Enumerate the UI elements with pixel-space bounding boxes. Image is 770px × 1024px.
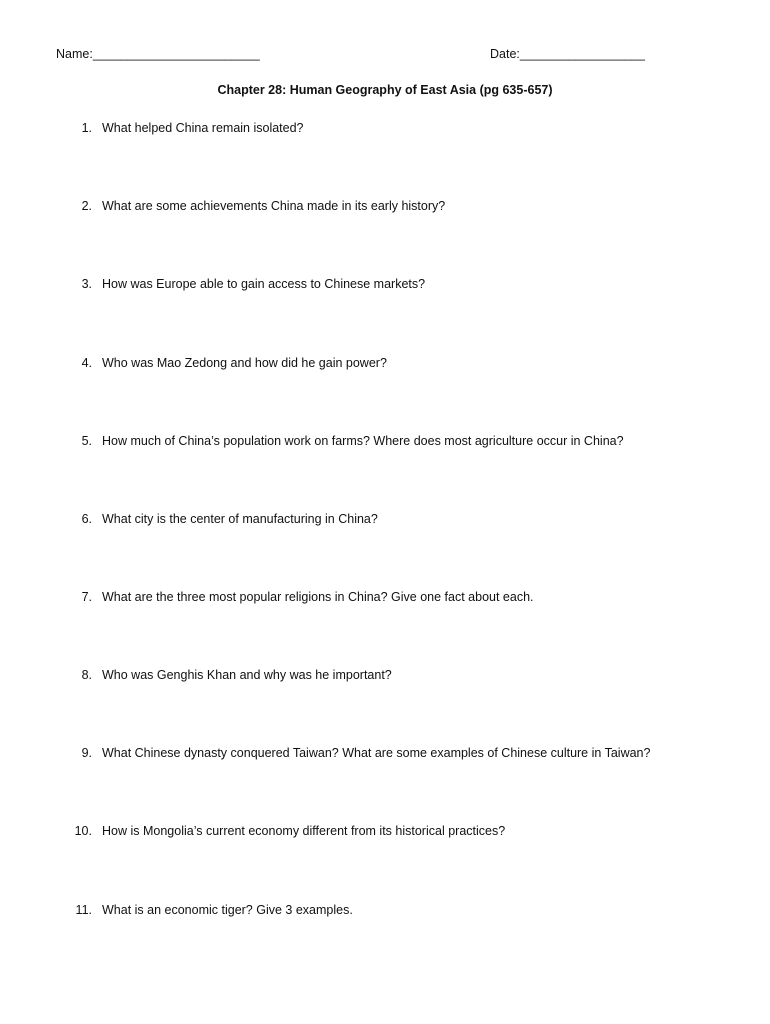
question-number: 8. <box>81 668 92 682</box>
question-text: What city is the center of manufacturing in China? <box>102 512 378 526</box>
question-number: 9. <box>81 746 92 760</box>
name-field: Name:________________________ <box>56 47 260 61</box>
question-number: 2. <box>81 199 92 213</box>
question-number: 1. <box>81 121 92 135</box>
question-text: Who was Genghis Khan and why was he important? <box>102 668 392 682</box>
question-number: 5. <box>81 434 92 448</box>
question-text: What Chinese dynasty conquered Taiwan? What are some examples of Chinese culture in Taiwan? <box>102 746 651 760</box>
date-field: Date:__________________ <box>490 47 646 61</box>
question-number: 4. <box>81 356 92 370</box>
question-number: 6. <box>81 512 92 526</box>
question-text: How much of China’s population work on farms? Where does most agriculture occur in China? <box>102 434 624 448</box>
question-text: What helped China remain isolated? <box>102 121 304 135</box>
page-title: Chapter 28: Human Geography of East Asia (pg 635-657) <box>217 83 553 97</box>
question-text: Who was Mao Zedong and how did he gain power? <box>102 356 387 370</box>
question-number: 11. <box>75 903 92 917</box>
question-text: What are the three most popular religions in China? Give one fact about each. <box>102 590 534 604</box>
question-number: 7. <box>81 590 92 604</box>
question-number: 10. <box>74 824 92 838</box>
question-number: 3. <box>81 277 92 291</box>
question-text: What is an economic tiger? Give 3 examples. <box>102 903 353 917</box>
question-text: How is Mongolia’s current economy different from its historical practices? <box>102 824 506 838</box>
question-text: How was Europe able to gain access to Chinese markets? <box>102 277 426 291</box>
question-text: What are some achievements China made in its early history? <box>102 199 446 213</box>
